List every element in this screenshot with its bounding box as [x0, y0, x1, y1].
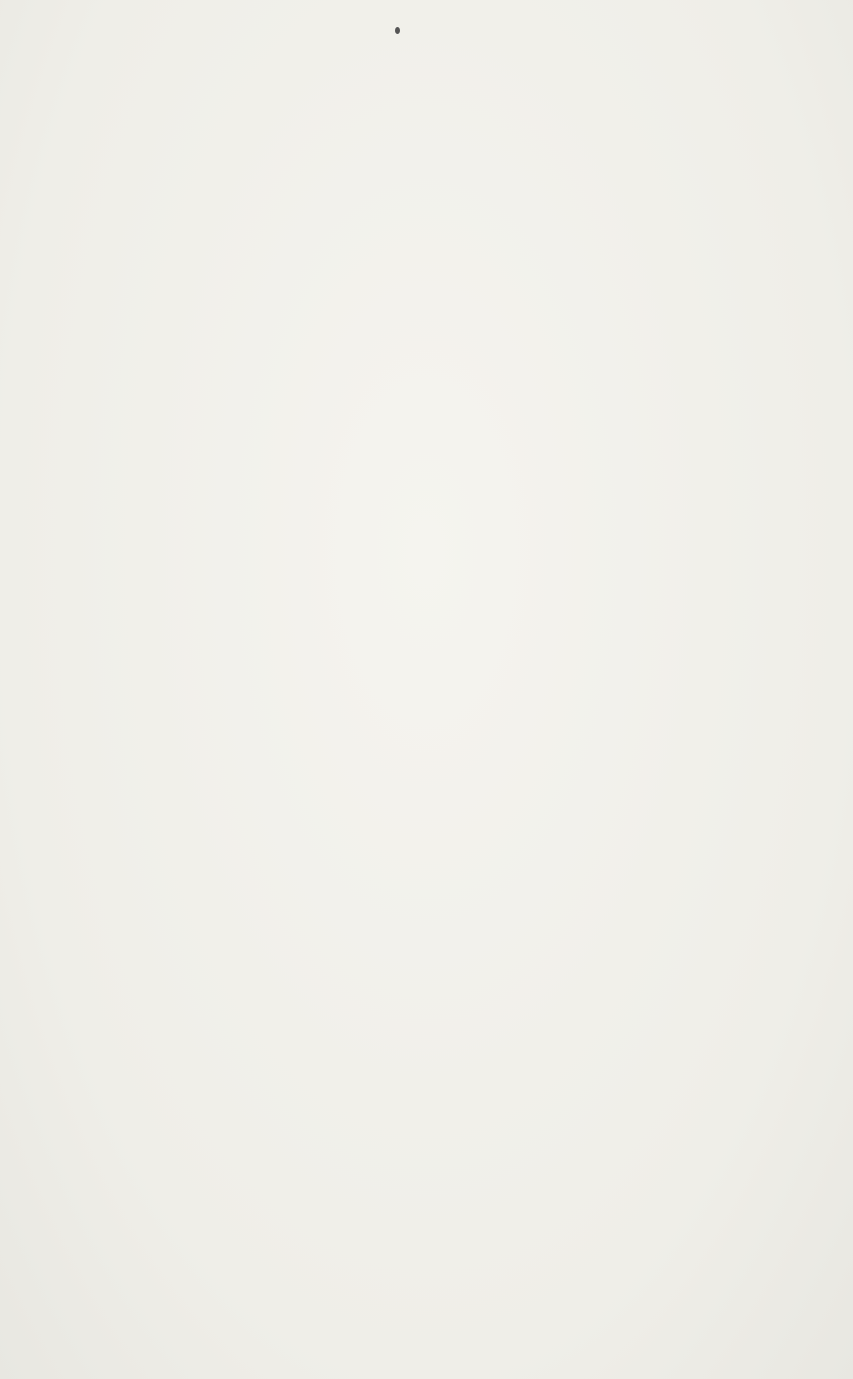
ink-speck [395, 27, 400, 34]
page-header [117, 99, 763, 131]
